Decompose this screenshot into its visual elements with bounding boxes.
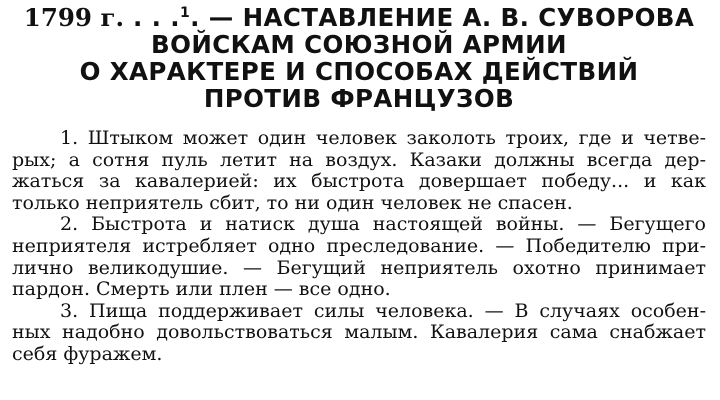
text-line: неприятеля истребляет одно преследование. — Победителю при- xyxy=(12,234,706,257)
paragraph-2 xyxy=(12,214,706,300)
heading-date: 1799 г. xyxy=(23,3,125,32)
text-line: жаться за кавалерией: их быстрота довершает победу... и как xyxy=(12,170,706,193)
heading-line-4: ПРОТИВ ФРАНЦУЗОВ xyxy=(203,84,515,113)
text-line: 2. Быстрота и натиск душа настоящей войны. — Бегущего xyxy=(60,213,706,236)
text-line: 3. Пища поддерживает силы человека. — В случаях особен- xyxy=(60,299,706,322)
paragraph-1 xyxy=(12,128,706,214)
text-line: лично великодушие. — Бегущий неприятель охотно принимает xyxy=(12,256,706,279)
text-line: рых; а сотня пуль летит на воздух. Казаки должны всегда дер- xyxy=(12,148,706,171)
document-body xyxy=(12,128,706,366)
heading-title-first: . — НАСТАВЛЕНИЕ А. В. СУВОРОВА xyxy=(190,3,695,32)
heading-line-1 xyxy=(12,4,706,31)
paragraph-3 xyxy=(12,301,706,366)
document-heading xyxy=(12,4,706,112)
text-line: только неприятель сбит, то ни один человек не спасен. xyxy=(12,191,573,214)
text-line: ных надобно довольствоваться малым. Кавалерия сама снабжает xyxy=(12,321,706,344)
heading-line-3: О ХАРАКТЕРЕ И СПОСОБАХ ДЕЙСТВИЙ xyxy=(79,57,639,86)
heading-ellipsis: . . . xyxy=(132,3,180,32)
footnote-marker: 1 xyxy=(179,4,191,21)
heading-line-2: ВОЙСКАМ СОЮЗНОЙ АРМИИ xyxy=(151,30,567,59)
text-line: себя фуражем. xyxy=(12,342,163,365)
text-line: 1. Штыком может один человек заколоть троих, где и четве- xyxy=(60,127,706,149)
text-line: пардон. Смерть или плен — все одно. xyxy=(12,278,391,301)
